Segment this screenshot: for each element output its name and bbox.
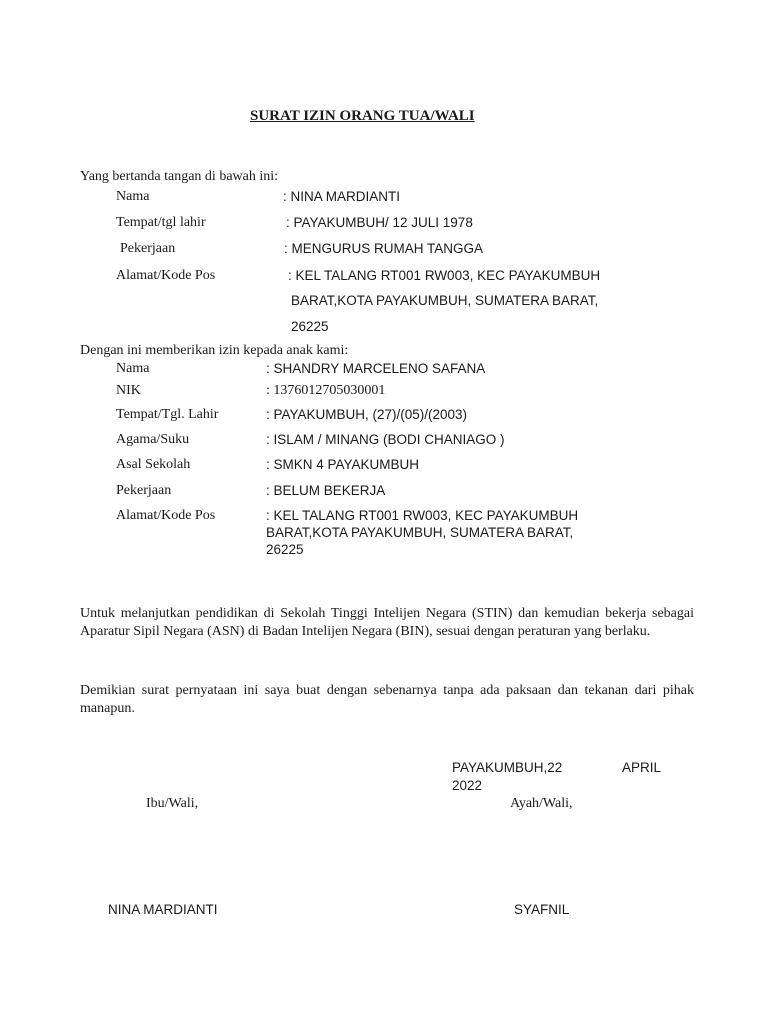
place-date-part2: APRIL [622, 760, 662, 775]
parent-alamat-line1: : KEL TALANG RT001 RW003, KEC PAYAKUMBUH [288, 268, 601, 283]
closing-paragraph: Demikian surat pernyataan ini saya buat dengan sebenarnya tanpa ada paksaan dan tekanan dari pihak manapun. [80, 683, 694, 716]
parent-alamat-line3: 26225 [291, 319, 329, 334]
intro-text: Yang bertanda tangan di bawah ini: [80, 169, 279, 184]
child-agama-label: Agama/Suku [116, 432, 190, 447]
left-signatory-role: Ibu/Wali, [146, 796, 199, 811]
parent-pekerjaan-label: Pekerjaan [120, 241, 176, 256]
child-sekolah-value: : SMKN 4 PAYAKUMBUH [266, 457, 420, 472]
parent-alamat-label: Alamat/Kode Pos [116, 268, 216, 283]
purpose-paragraph: Untuk melanjutkan pendidikan di Sekolah Tinggi Intelijen Negara (STIN) dan kemudian bekerja sebagai Aparatur Sipil Negara (ASN) di Badan Intelijen Negara (BIN), sesuai dengan peraturan yang berlaku. [80, 606, 694, 639]
place-date-part1: PAYAKUMBUH,22 [452, 760, 563, 775]
parent-ttl-label: Tempat/tgl lahir [116, 215, 206, 230]
parent-nama-value: : NINA MARDIANTI [283, 189, 401, 204]
parent-pekerjaan-value: : MENGURUS RUMAH TANGGA [284, 241, 484, 256]
child-alamat-line2: BARAT,KOTA PAYAKUMBUH, SUMATERA BARAT, [266, 525, 574, 540]
permission-intro: Dengan ini memberikan izin kepada anak kami: [80, 343, 349, 358]
parent-ttl-value: : PAYAKUMBUH/ 12 JULI 1978 [286, 215, 473, 230]
child-alamat-line3: 26225 [266, 542, 304, 557]
child-alamat-line1: : KEL TALANG RT001 RW003, KEC PAYAKUMBUH [266, 508, 579, 523]
child-ttl-value: : PAYAKUMBUH, (27)/(05)/(2003) [266, 407, 468, 422]
parent-nama-label: Nama [116, 189, 150, 204]
child-nama-value: : SHANDRY MARCELENO SAFANA [266, 361, 486, 376]
child-nik-label: NIK [116, 383, 141, 398]
child-alamat-label: Alamat/Kode Pos [116, 508, 216, 523]
place-date-year: 2022 [452, 778, 483, 793]
right-signatory-name: SYAFNIL [514, 902, 570, 917]
child-agama-value: : ISLAM / MINANG (BODI CHANIAGO ) [266, 432, 505, 447]
child-nik-value: : 1376012705030001 [266, 383, 386, 398]
child-sekolah-label: Asal Sekolah [116, 457, 191, 472]
child-nama-label: Nama [116, 361, 150, 376]
left-signatory-name: NINA MARDIANTI [108, 902, 218, 917]
child-pekerjaan-value: : BELUM BEKERJA [266, 483, 386, 498]
document-title: SURAT IZIN ORANG TUA/WALI [250, 108, 475, 124]
right-signatory-role: Ayah/Wali, [510, 796, 573, 811]
child-pekerjaan-label: Pekerjaan [116, 483, 172, 498]
parent-alamat-line2: BARAT,KOTA PAYAKUMBUH, SUMATERA BARAT, [291, 293, 599, 308]
child-ttl-label: Tempat/Tgl. Lahir [116, 407, 219, 422]
